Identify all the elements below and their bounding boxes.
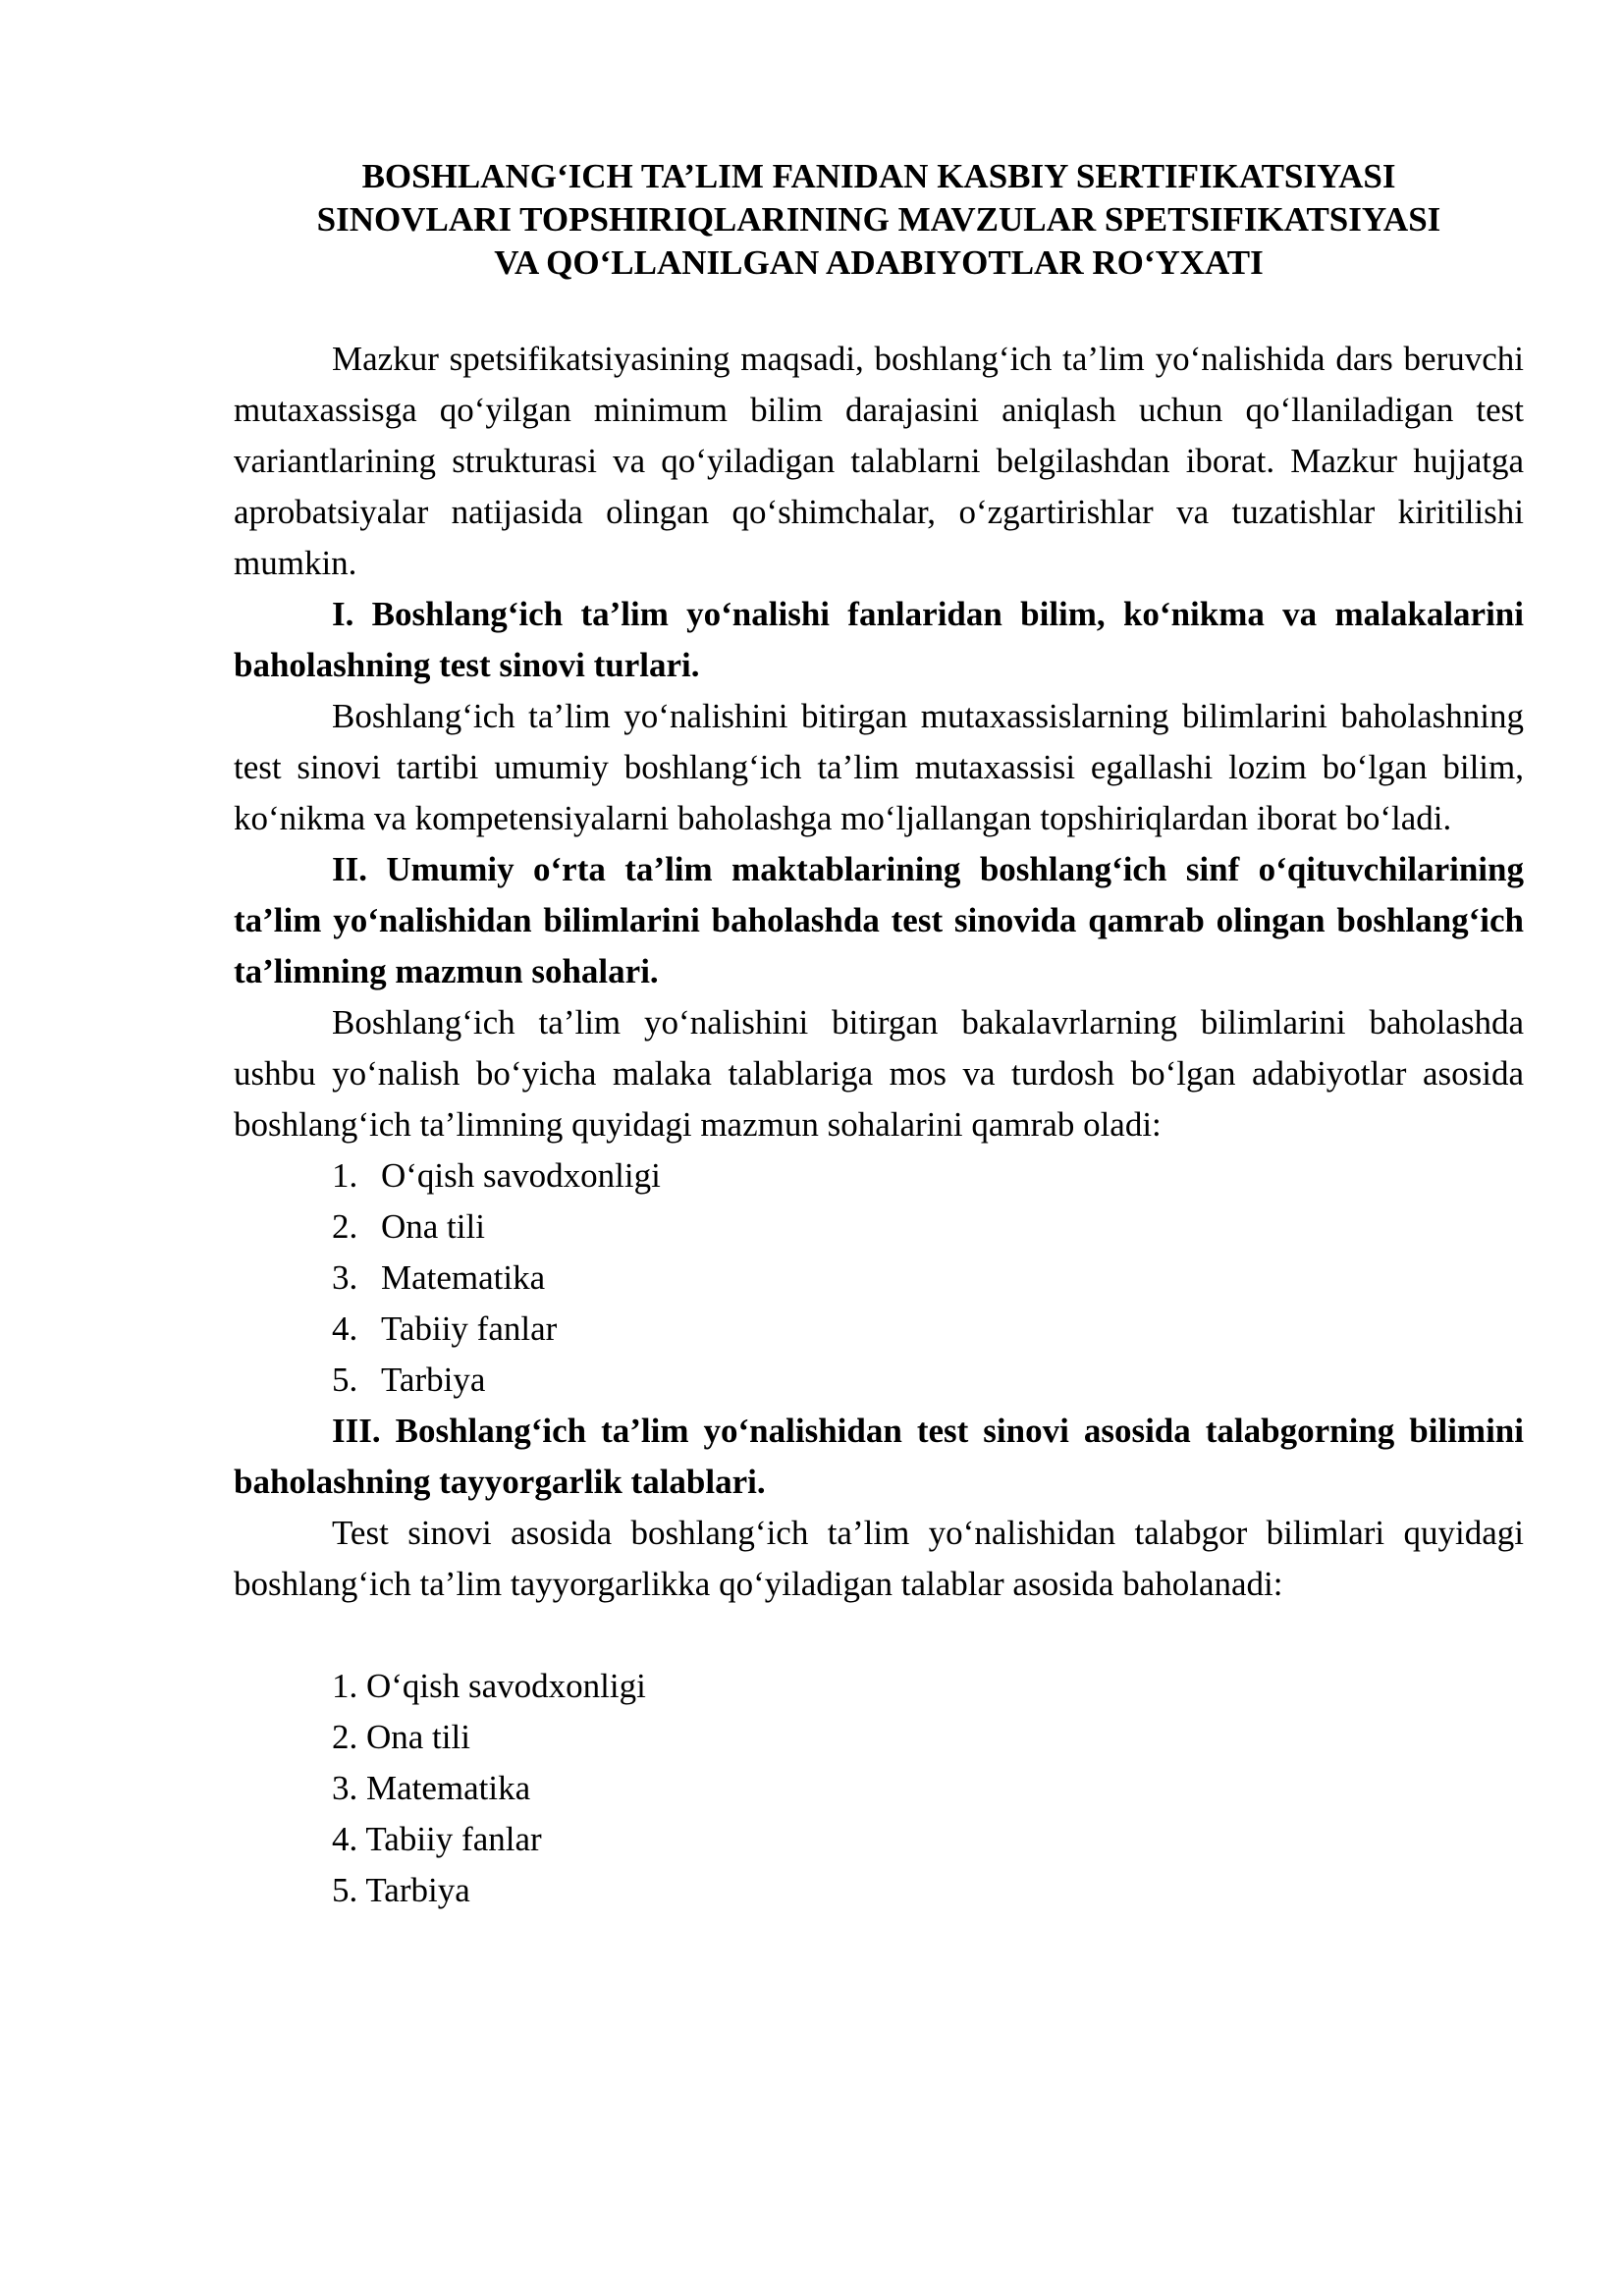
document-page [234,155,1524,1916]
list-item: 4. Tabiiy fanlar [332,1820,542,1858]
intro-paragraph: Mazkur spetsifikatsiyasining maqsadi, boshlang‘ich ta’lim yo‘nalishida dars beruvchi mutaxassisga qo‘yilgan minimum bilim darajasini aniqlash uchun qo‘llaniladigan test variantlarining strukturasi va qo‘yiladigan talablarni belgilashdan iborat. Mazkur hujjatga aprobatsiyalar natijasida olingan qo‘shimchalar, o‘zgartirishlar va tuzatishlar kiritilishi mumkin. [234,340,1524,582]
list-item: 3. Matematika [332,1769,531,1807]
list-item-number: 3. [332,1258,358,1297]
list-item-label: O‘qish savodxonligi [381,1156,661,1195]
list-item [332,1253,1524,1304]
list-item: 1. O‘qish savodxonligi [332,1667,646,1705]
section-2-heading: II. Umumiy o‘rta ta’lim maktablarining boshlang‘ich sinf o‘qituvchilarining ta’lim yo‘nalishidan bilimlarini baholashda test sinovida qamrab olingan boshlang‘ich ta’limning mazmun sohalari. [234,850,1524,990]
blank-line [234,1610,1524,1661]
document-title [234,155,1524,285]
section-3-paragraph: Test sinovi asosida boshlang‘ich ta’lim yo‘nalishidan talabgor bilimlari quyidagi boshlang‘ich ta’lim tayyorgarlikka qo‘yiladigan talablar asosida baholanadi: [234,1514,1524,1603]
section-1-paragraph: Boshlang‘ich ta’lim yo‘nalishini bitirgan mutaxassislarning bilimlarini baholashning test sinovi tartibi umumiy boshlang‘ich ta’lim mutaxassisi egallashi lozim bo‘lgan bilim, ko‘nikma va kompetensiyalarni baholashga mo‘ljallangan topshiriqlardan iborat bo‘ladi. [234,697,1524,837]
title-line-3: VA QO‘LLANILGAN ADABIYOTLAR RO‘YXATI [494,243,1264,282]
list-item-label: Ona tili [381,1207,485,1246]
section-3-heading: III. Boshlang‘ich ta’lim yo‘nalishidan test sinovi asosida talabgorning bilimini baholashning tayyorgarlik talablari. [234,1412,1524,1501]
list-item [332,1150,1524,1201]
list-item-label: Matematika [381,1258,546,1297]
list-item [332,1201,1524,1253]
list-item: 5. Tarbiya [332,1871,470,1909]
title-line-1: BOSHLANG‘ICH TA’LIM FANIDAN KASBIY SERTIFIKATSIYASI [361,157,1396,195]
list-item-label: Tarbiya [381,1361,486,1399]
list-item-number: 1. [332,1156,358,1195]
requirements-list [234,1661,1524,1916]
section-2-paragraph: Boshlang‘ich ta’lim yo‘nalishini bitirgan bakalavrlarning bilimlarini baholashda ushbu yo‘nalish bo‘yicha malaka talablariga mos va turdosh bo‘lgan adabiyotlar asosida boshlang‘ich ta’limning quyidagi mazmun sohalarini qamrab oladi: [234,1003,1524,1144]
list-item [332,1304,1524,1355]
list-item-number: 2. [332,1207,358,1246]
content-areas-list [234,1150,1524,1406]
title-line-2: SINOVLARI TOPSHIRIQLARINING MAVZULAR SPETSIFIKATSIYASI [316,200,1441,239]
list-item: 2. Ona tili [332,1718,470,1756]
list-item [332,1355,1524,1406]
list-item-label: Tabiiy fanlar [381,1309,558,1348]
list-item-number: 4. [332,1309,358,1348]
list-item-number: 5. [332,1361,358,1399]
section-1-heading: I. Boshlang‘ich ta’lim yo‘nalishi fanlaridan bilim, ko‘nikma va malakalarini baholashning test sinovi turlari. [234,595,1524,684]
